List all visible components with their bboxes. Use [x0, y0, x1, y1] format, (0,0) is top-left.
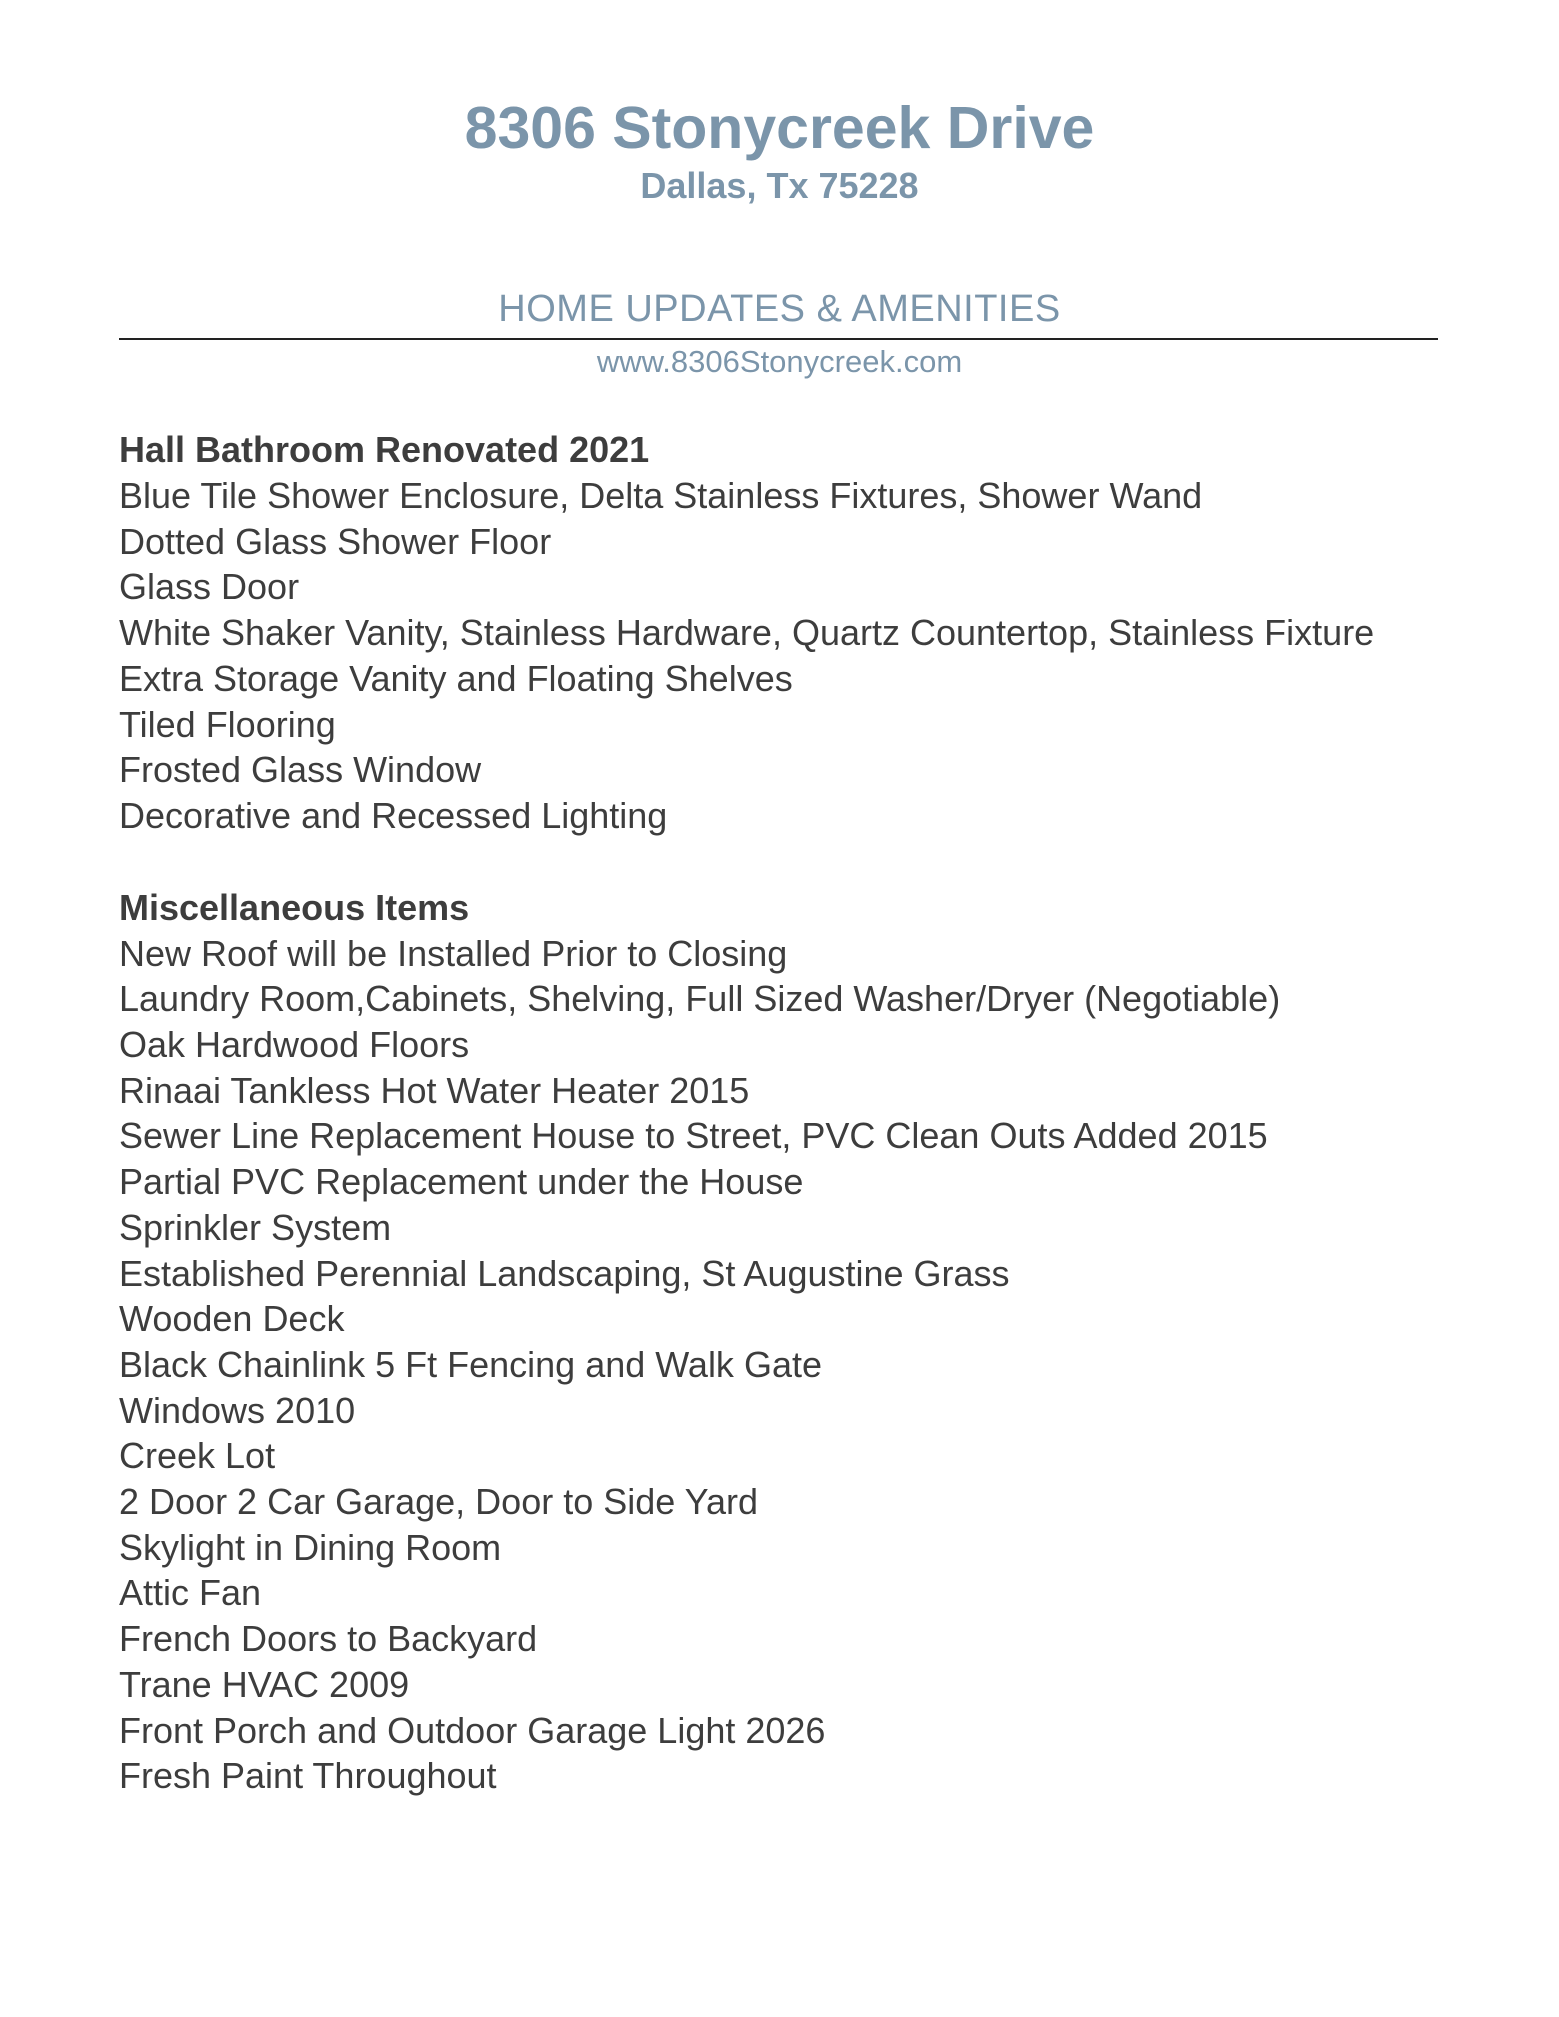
list-item: Sprinkler System [119, 1206, 392, 1248]
list-item: French Doors to Backyard [119, 1618, 538, 1660]
list-item: Attic Fan [119, 1572, 262, 1614]
list-item: New Roof will be Installed Prior to Closing [119, 932, 788, 974]
list-item: Wooden Deck [119, 1298, 345, 1340]
document-header [0, 92, 1559, 208]
list-item: Skylight in Dining Room [119, 1526, 502, 1568]
section-spacer [119, 839, 1439, 885]
list-item: 2 Door 2 Car Garage, Door to Side Yard [119, 1481, 758, 1523]
list-item: Creek Lot [119, 1435, 276, 1477]
list-item: Frosted Glass Window [119, 749, 482, 791]
list-item: Decorative and Recessed Lighting [119, 794, 668, 836]
section-title: Miscellaneous Items [119, 886, 470, 928]
list-item: White Shaker Vanity, Stainless Hardware, Quartz Countertop, Stainless Fixture [119, 612, 1375, 654]
item-list [119, 931, 1439, 1799]
list-item: Glass Door [119, 566, 300, 608]
website-url: www.8306Stonycreek.com [596, 344, 963, 379]
list-item: Dotted Glass Shower Floor [119, 520, 552, 562]
list-item: Blue Tile Shower Enclosure, Delta Stainless Fixtures, Shower Wand [119, 475, 1203, 516]
section-hall-bathroom [119, 427, 1439, 839]
list-item: Established Perennial Landscaping, St Augustine Grass [119, 1252, 1010, 1294]
list-item: Laundry Room,Cabinets, Shelving, Full Sized Washer/Dryer (Negotiable) [119, 978, 1281, 1020]
section-title: Hall Bathroom Renovated 2021 [119, 429, 650, 470]
list-item: Fresh Paint Throughout [119, 1755, 497, 1797]
list-item: Windows 2010 [119, 1389, 356, 1431]
item-list [119, 473, 1439, 839]
list-item: Partial PVC Replacement under the House [119, 1161, 804, 1203]
property-address-title: 8306 Stonycreek Drive [464, 95, 1095, 161]
list-item: Tiled Flooring [119, 703, 336, 745]
list-item: Rinaai Tankless Hot Water Heater 2015 [119, 1069, 750, 1111]
heading-divider [119, 338, 1438, 340]
list-item: Sewer Line Replacement House to Street, PVC Clean Outs Added 2015 [119, 1115, 1268, 1157]
amenities-content [119, 427, 1439, 1799]
section-miscellaneous [119, 885, 1439, 1799]
list-item: Extra Storage Vanity and Floating Shelves [119, 657, 793, 699]
list-item: Trane HVAC 2009 [119, 1663, 410, 1705]
property-city-subtitle: Dallas, Tx 75228 [640, 165, 919, 206]
list-item: Front Porch and Outdoor Garage Light 2026 [119, 1709, 826, 1751]
list-item: Black Chainlink 5 Ft Fencing and Walk Gate [119, 1343, 822, 1385]
list-item: Oak Hardwood Floors [119, 1024, 470, 1066]
updates-heading: HOME UPDATES & AMENITIES [498, 288, 1061, 330]
